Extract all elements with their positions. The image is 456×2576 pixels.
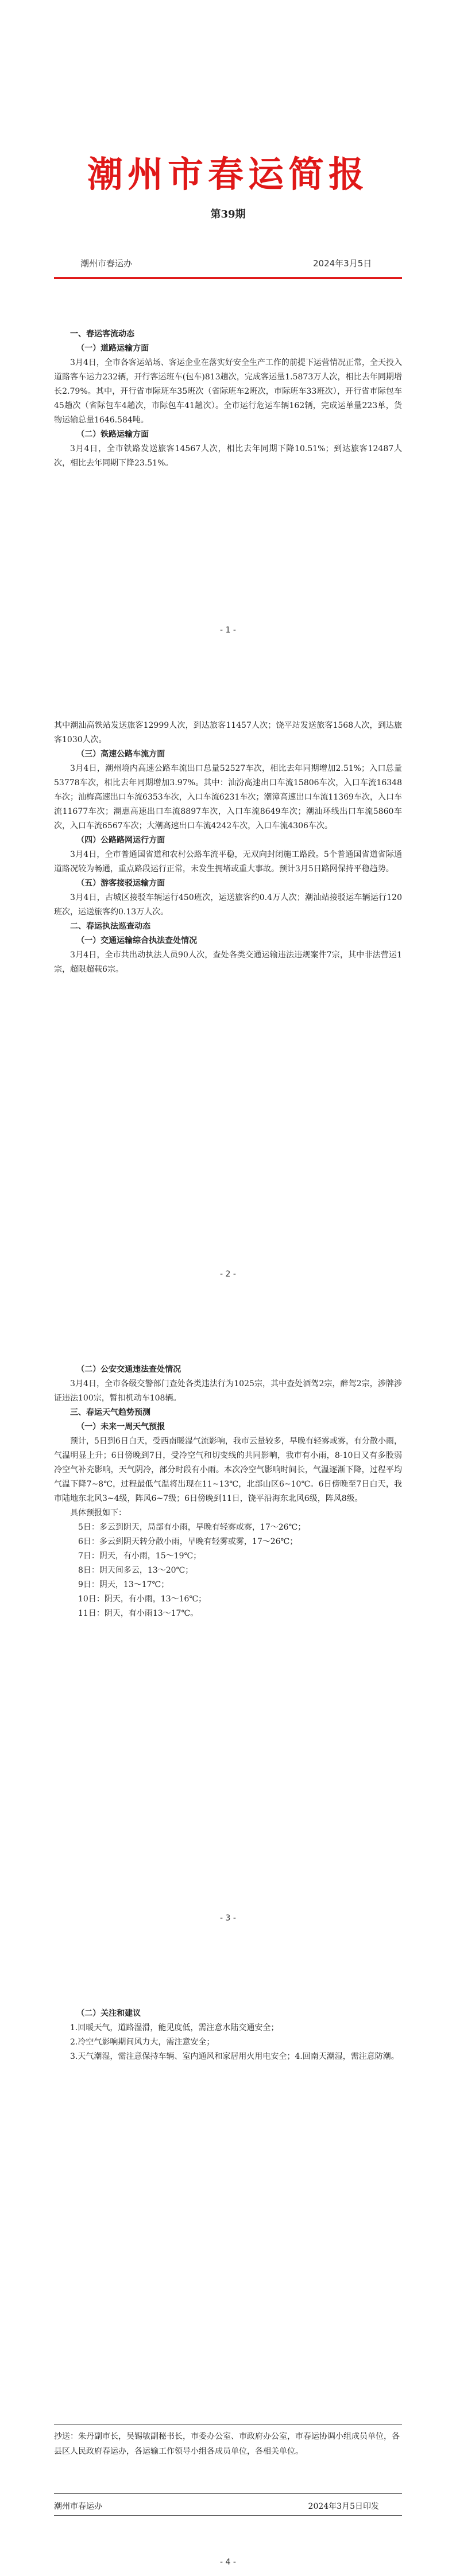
daily-forecast: 6日：多云到阴天转分散小雨，早晚有轻雾或雾，17～26℃； xyxy=(78,1537,298,1546)
page-3-content xyxy=(54,1363,402,1621)
paragraph: 3月4日，全市铁路发送旅客14567人次，相比去年同期下降10.51%；到达旅客12487人次，相比去年同期下降23.51%。 xyxy=(54,444,402,468)
paragraph: 其中潮汕高铁站发送旅客12999人次，到达旅客11457人次；饶平站发送旅客1568人次，到达旅客1030人次。 xyxy=(54,721,402,744)
paragraph: 3月4日，全市共出动执法人员90人次，查处各类交通运输违法违规案件7宗，其中非法营运1宗，超限超载6宗。 xyxy=(54,951,402,974)
page-2-content xyxy=(54,719,402,977)
paragraph: 3月4日，潮州境内高速公路车流出口总量52527车次，相比去年同期增加2.51%；入口总量53778车次，相比去年同期增加3.97%。其中：汕汾高速出口车流15806车次，入口车流16348车次；汕梅高速出口车流6353车次，入口车流6231车次；潮漳高速出口车流11369车次，入口车流11677车次；潮惠高速出口车流8897车次，入口车流8649车次；潮汕环线出口车流5860车次，入口车流6567车次；大潮高速出口车流4242车次，入口车流4306车次。 xyxy=(54,764,402,831)
page-4 xyxy=(0,1932,456,2576)
masthead-title: 潮州市春运简报 xyxy=(87,153,369,195)
suggestion-item: 1.回暖天气，道路湿滑，能见度低，需注意水陆交通安全； xyxy=(70,2023,279,2032)
daily-forecast: 7日：阴天，有小雨，15～19℃； xyxy=(78,1551,202,1561)
suggestion-item: 3.天气潮湿，需注意保持车辆、室内通风和家居用火用电安全；4.回南天潮湿，需注意防潮。 xyxy=(70,2052,399,2061)
page-number: - 1 - xyxy=(220,626,236,635)
subsection-heading: （二）铁路运输方面 xyxy=(76,430,149,439)
page-3 xyxy=(0,1288,456,1932)
daily-forecast: 11日：阴天，有小雨13～17℃。 xyxy=(78,1609,199,1618)
daily-forecast: 5日：多云到阴天，局部有小雨，早晚有轻雾或雾，17～26℃； xyxy=(78,1523,306,1532)
distribution-top-rule xyxy=(54,2424,402,2425)
section-heading: 三、春运天气趋势预测 xyxy=(70,1408,150,1417)
daily-forecast: 9日：阴天，13～17℃； xyxy=(78,1580,169,1589)
paragraph: 预计，5日到6日白天，受西南暖湿气流影响，我市云量较多，早晚有轻雾或雾，有分散小雨，气温明显上升；6日傍晚到7日，受冷空气和切变线的共同影响，我市有小雨，8-10日又有多股弱冷空气补充影响，天气阴冷，部分时段有小雨。本次冷空气影响时间长，气温逐渐下降，过程平均气温下降7~8℃，过程最低气温将出现在11~13℃，北部山区6~10℃。6日傍晚至7日白天，我市陆地东北风3~4级，阵风6~7级；6日傍晚到11日，饶平沿海东北风6级，阵风8级。 xyxy=(54,1437,402,1503)
subsection-heading: （一）未来一周天气预报 xyxy=(76,1422,165,1431)
page-1 xyxy=(0,0,456,644)
footer-row xyxy=(54,2500,402,2512)
subsection-heading: （四）公路路网运行方面 xyxy=(76,836,165,845)
issue-date: 2024年3月5日 xyxy=(313,258,372,269)
page-1-content xyxy=(54,327,402,471)
daily-forecast: 10日：阴天，有小雨，13～16℃； xyxy=(78,1595,207,1604)
section-heading: 一、春运客流动态 xyxy=(70,329,134,339)
distribution-bottom-rule xyxy=(54,2515,402,2516)
page-number: - 3 - xyxy=(220,1914,236,1923)
subsection-heading: （一）交通运输综合执法查处情况 xyxy=(76,936,198,945)
footer-print-date: 2024年3月5日印发 xyxy=(308,2502,379,2511)
daily-forecast: 8日：阴天间多云，13～20℃； xyxy=(78,1566,194,1575)
paragraph: 3月4日，全市各级交警部门查处各类违法行为1025宗，其中查处酒驾2宗，醉驾2宗，涉牌涉证违法100宗，暂扣机动车108辆。 xyxy=(54,1379,402,1403)
suggestion-item: 2.冷空气影响期间风力大，需注意安全； xyxy=(70,2038,215,2047)
paragraph: 具体预报如下： xyxy=(70,1508,126,1518)
section-heading: 二、春运执法巡查动态 xyxy=(70,922,150,931)
distribution-middle-rule xyxy=(54,2493,402,2494)
paragraph: 3月4日，全市普通国省道和农村公路车流平稳，无双向封闭施工路段。5个普通国省道省际通道路况较为畅通，重点路段运行正常，未发生拥堵或重大事故。预计3月5日路网保持平稳趋势。 xyxy=(54,850,402,874)
subsection-heading: （一）道路运输方面 xyxy=(76,344,149,353)
subsection-heading: （三）高速公路车流方面 xyxy=(76,750,165,759)
subsection-heading: （五）游客接驳运输方面 xyxy=(76,879,165,888)
paragraph: 3月4日，全市各客运站场、客运企业在落实好安全生产工作的前提下运营情况正常，全天投入道路客车运力232辆，开行客运班车(包车)813趟次，完成客运量1.5873万人次，相比去年同期增长2.79%。其中，开行省市际班车35班次（省际班车2班次，市际班车33班次），开行省市际包车45趟次（省际包车4趟次，市际包车41趟次）。全市运行危运车辆162辆，完成运单量223单，货物运输总量1646.584吨。 xyxy=(54,358,402,425)
issue-number: 第39期 xyxy=(210,208,246,220)
distribution-list: 抄送：朱丹副市长，吴锡敏副秘书长，市委办公室、市政府办公室，市春运协调小组成员单位，各县区人民政府春运办，各运输工作领导小组各成员单位，各相关单位。 xyxy=(54,2432,400,2456)
subsection-heading: （二）公安交通违法查处情况 xyxy=(76,1365,181,1374)
issuer: 潮州市春运办 xyxy=(80,258,133,269)
page-number: - 2 - xyxy=(220,1270,236,1279)
header-red-rule xyxy=(54,277,402,279)
page-4-content xyxy=(54,2007,402,2064)
paragraph: 3月4日，古城区接驳车辆运行450班次，运送旅客约0.4万人次；潮汕站接驳运车辆运行120班次，运送旅客约0.13万人次。 xyxy=(54,893,402,917)
subsection-heading: （二）关注和建议 xyxy=(76,2009,141,2018)
page-2 xyxy=(0,644,456,1288)
page-number: - 4 - xyxy=(220,2558,236,2567)
footer-issuer: 潮州市春运办 xyxy=(54,2502,102,2511)
